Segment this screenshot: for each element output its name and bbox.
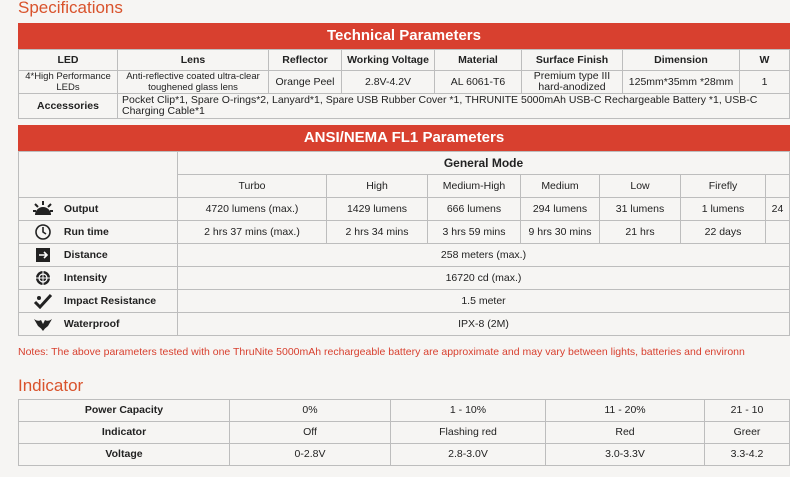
- row-indicator: [19, 422, 790, 444]
- output-firefly: 1 lumens: [681, 198, 766, 221]
- capacity-0: 0%: [230, 400, 391, 422]
- accessories-value: Pocket Clip*1, Spare O-rings*2, Lanyard*1, Spare USB Rubber Cover *1, THRUNITE 5000mAh USB-C Rechargeable Battery *1, USB-C Charging Cable*1: [118, 94, 790, 119]
- row-runtime: [19, 221, 790, 244]
- output-high: 1429 lumens: [327, 198, 428, 221]
- technical-parameters-table: [18, 49, 790, 119]
- specifications-title: Specifications: [18, 0, 123, 17]
- ansi-banner: [18, 125, 790, 151]
- row-voltage: [19, 444, 790, 466]
- indicator-label: Indicator: [19, 422, 230, 444]
- runtime-turbo: 2 hrs 37 mins (max.): [178, 221, 327, 244]
- voltage-3: 3.3-4.2: [705, 444, 790, 466]
- output-turbo: 4720 lumens (max.): [178, 198, 327, 221]
- output-extra: 24: [766, 198, 790, 221]
- indicator-table: [18, 399, 790, 466]
- distance-label: Distance: [63, 248, 108, 261]
- distance-icon: [33, 247, 53, 263]
- voltage-1: 2.8-3.0V: [391, 444, 546, 466]
- impact-value: 1.5 meter: [178, 290, 790, 313]
- distance-value: 258 meters (max.): [178, 244, 790, 267]
- runtime-medium: 9 hrs 30 mins: [521, 221, 600, 244]
- mode-low: Low: [600, 175, 681, 198]
- runtime-extra: [766, 221, 790, 244]
- col-material: Material: [435, 50, 522, 71]
- indicator-title: Indicator: [18, 376, 84, 395]
- col-reflector: Reflector: [269, 50, 342, 71]
- output-low: 31 lumens: [600, 198, 681, 221]
- accessories-label: Accessories: [19, 94, 118, 119]
- capacity-1: 1 - 10%: [391, 400, 546, 422]
- impact-icon: [33, 293, 53, 309]
- ansi-table: [18, 151, 790, 336]
- row-intensity: [19, 267, 790, 290]
- val-led: 4*High Performance LEDs: [19, 71, 118, 94]
- runtime-high: 2 hrs 34 mins: [327, 221, 428, 244]
- waterproof-label: Waterproof: [63, 317, 120, 330]
- val-w: 1: [740, 71, 790, 94]
- row-waterproof: [19, 313, 790, 336]
- impact-label: Impact Resistance: [63, 294, 157, 307]
- voltage-2: 3.0-3.3V: [546, 444, 705, 466]
- ansi-title: ANSI/NEMA FL1 Parameters: [303, 129, 505, 146]
- indicator-1: Flashing red: [391, 422, 546, 444]
- voltage-label: Voltage: [19, 444, 230, 466]
- val-dimension: 125mm*35mm *28mm: [623, 71, 740, 94]
- mode-extra: [766, 175, 790, 198]
- intensity-label: Intensity: [63, 271, 108, 284]
- runtime-label: Run time: [63, 225, 109, 238]
- mode-medium-high: Medium-High: [428, 175, 521, 198]
- val-voltage: 2.8V-4.2V: [342, 71, 435, 94]
- mode-high: High: [327, 175, 428, 198]
- runtime-firefly: 22 days: [681, 221, 766, 244]
- capacity-3: 21 - 10: [705, 400, 790, 422]
- col-w: W: [740, 50, 790, 71]
- mode-medium: Medium: [521, 175, 600, 198]
- mode-turbo: Turbo: [178, 175, 327, 198]
- output-medium: 294 lumens: [521, 198, 600, 221]
- output-medium-high: 666 lumens: [428, 198, 521, 221]
- output-label: Output: [63, 202, 99, 215]
- voltage-0: 0-2.8V: [230, 444, 391, 466]
- notes-text: Notes: The above parameters tested with one ThruNite 5000mAh rechargeable battery are approximate and may vary between lights, batteries and environn: [18, 346, 745, 358]
- indicator-3: Greer: [705, 422, 790, 444]
- indicator-0: Off: [230, 422, 391, 444]
- val-reflector: Orange Peel: [269, 71, 342, 94]
- capacity-2: 11 - 20%: [546, 400, 705, 422]
- col-surface: Surface Finish: [522, 50, 623, 71]
- sun-icon: [33, 201, 53, 217]
- val-lens: Anti-reflective coated ultra-clear toughened glass lens: [118, 71, 269, 94]
- intensity-value: 16720 cd (max.): [178, 267, 790, 290]
- waterproof-value: IPX-8 (2M): [178, 313, 790, 336]
- row-power-capacity: [19, 400, 790, 422]
- col-dimension: Dimension: [623, 50, 740, 71]
- mode-firefly: Firefly: [681, 175, 766, 198]
- technical-parameters-banner: [18, 23, 790, 49]
- runtime-low: 21 hrs: [600, 221, 681, 244]
- general-mode-label: General Mode: [178, 152, 790, 175]
- indicator-2: Red: [546, 422, 705, 444]
- val-material: AL 6061-T6: [435, 71, 522, 94]
- col-led: LED: [19, 50, 118, 71]
- row-impact: [19, 290, 790, 313]
- ansi-corner: [19, 152, 178, 198]
- target-icon: [33, 270, 53, 286]
- runtime-medium-high: 3 hrs 59 mins: [428, 221, 521, 244]
- row-distance: [19, 244, 790, 267]
- val-surface: Premium type III hard-anodized: [522, 71, 623, 94]
- power-capacity-label: Power Capacity: [19, 400, 230, 422]
- technical-parameters-title: Technical Parameters: [327, 27, 481, 44]
- row-output: [19, 198, 790, 221]
- col-voltage: Working Voltage: [342, 50, 435, 71]
- col-lens: Lens: [118, 50, 269, 71]
- clock-icon: [33, 224, 53, 240]
- water-icon: [33, 316, 53, 332]
